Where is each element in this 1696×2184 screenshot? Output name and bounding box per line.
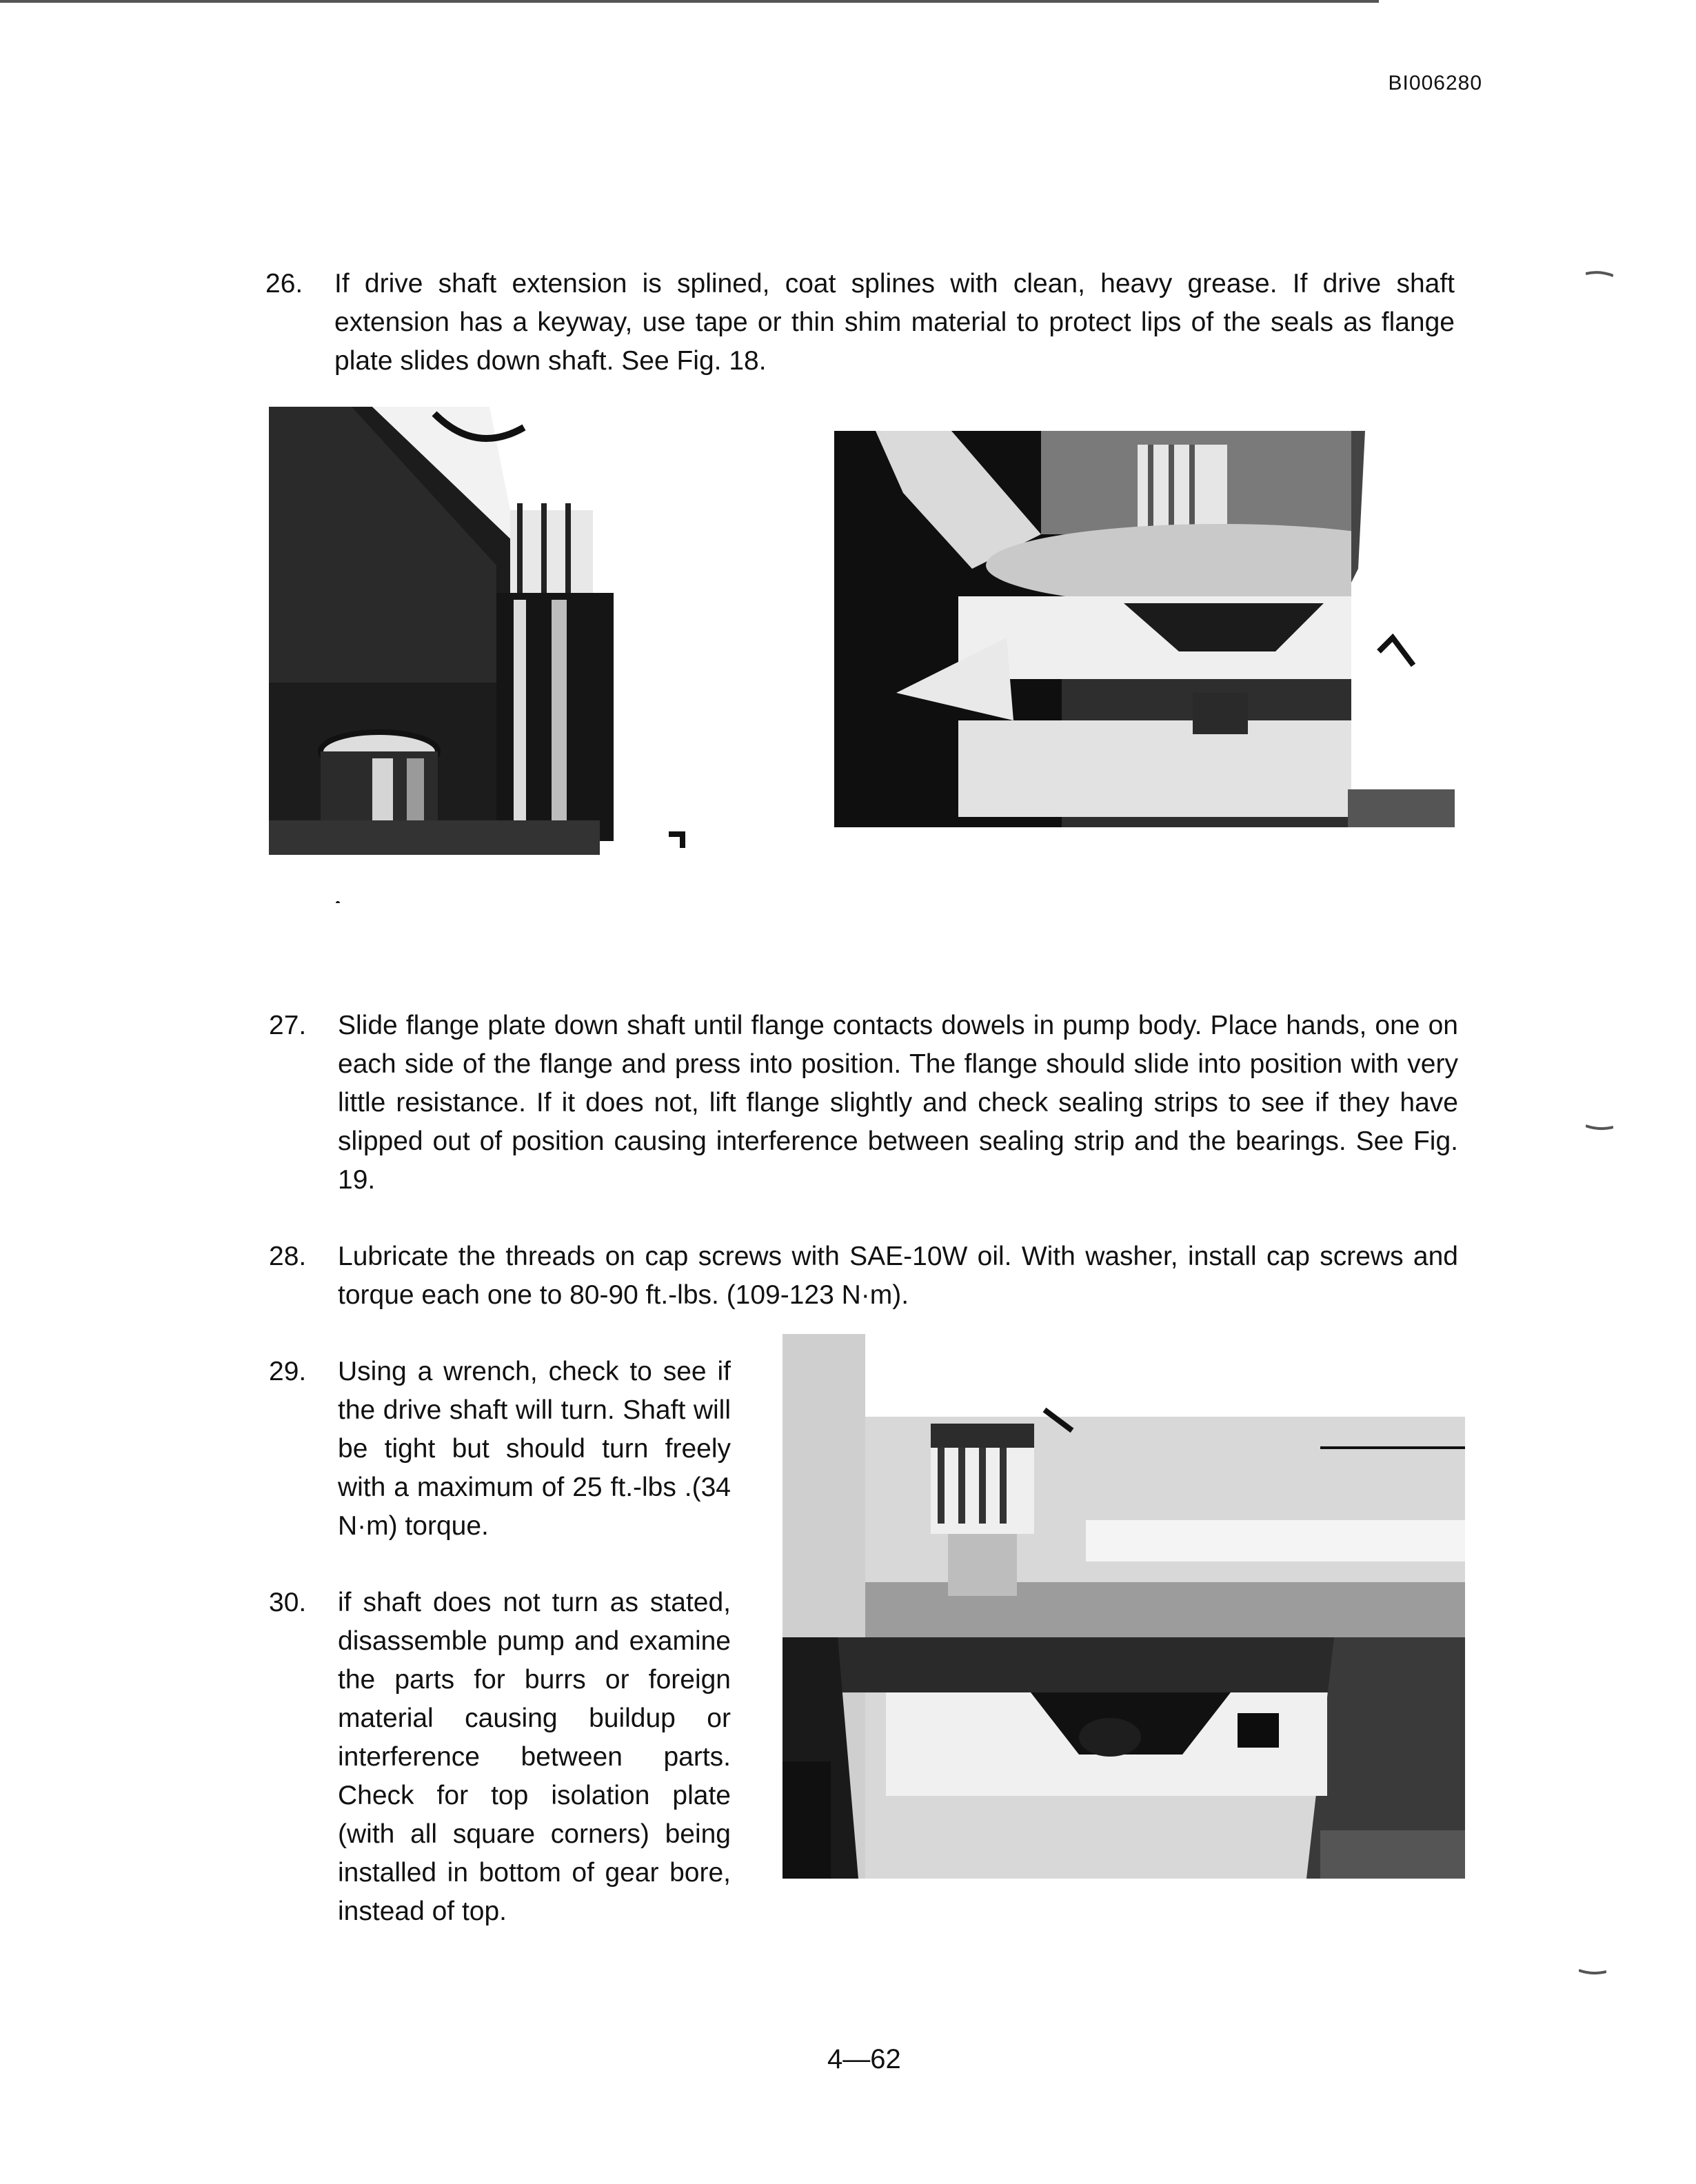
figure-18-photo (269, 407, 751, 903)
figure-19-photo (834, 431, 1455, 827)
step-text: Slide flange plate down shaft until flange contacts dowels in pump body. Place hands, one on each side of the flange and press into position. The flange should slide into position with very little resistance. If it does not, lift flange slightly and check sealing strips to see if they have slipped out of position causing interference between sealing strip and the bearings. See Fig. 19. (338, 1011, 1458, 1195)
step-27 (269, 1007, 1458, 1206)
document-id: BI006280 (1388, 72, 1482, 94)
step-28 (269, 1237, 1458, 1320)
step-number: 27. (269, 1011, 307, 1040)
margin-mark (1586, 270, 1613, 277)
top-rule (0, 0, 1379, 3)
step-text: If drive shaft extension is splined, coat splines with clean, heavy grease. If drive shaft extension has a keyway, use tape or thin shim material to protect lips of the seals as flange plate slides down shaft. See Fig. 18. (334, 269, 1455, 376)
step-26 (265, 265, 1455, 389)
margin-mark (1579, 1968, 1606, 1975)
step-number: 26. (265, 269, 303, 299)
figure-20-photo (783, 1334, 1465, 1879)
step-29 (269, 1353, 738, 1546)
margin-mark (1586, 1124, 1613, 1131)
step-text: if shaft does not turn as stated, disassemble pump and examine the parts for burrs or foreign material causing buildup or interference between parts. Check for top isolation plate (with all square corners) being installed in bottom of gear bore, instead of top. (338, 1588, 731, 1926)
step-number: 28. (269, 1242, 307, 1271)
page-number: 4—62 (827, 2044, 901, 2074)
step-number: 30. (269, 1588, 307, 1617)
step-text: Using a wrench, check to see if the drive shaft will turn. Shaft will be tight but should turn freely with a maximum of 25 ft.-lbs .(34 N·m) torque. (338, 1357, 731, 1541)
step-number: 29. (269, 1357, 307, 1386)
step-30 (269, 1584, 738, 1935)
step-text: Lubricate the threads on cap screws with SAE-10W oil. With washer, install cap screws and torque each one to 80-90 ft.-lbs. (109-123 N·m). (338, 1242, 1458, 1310)
